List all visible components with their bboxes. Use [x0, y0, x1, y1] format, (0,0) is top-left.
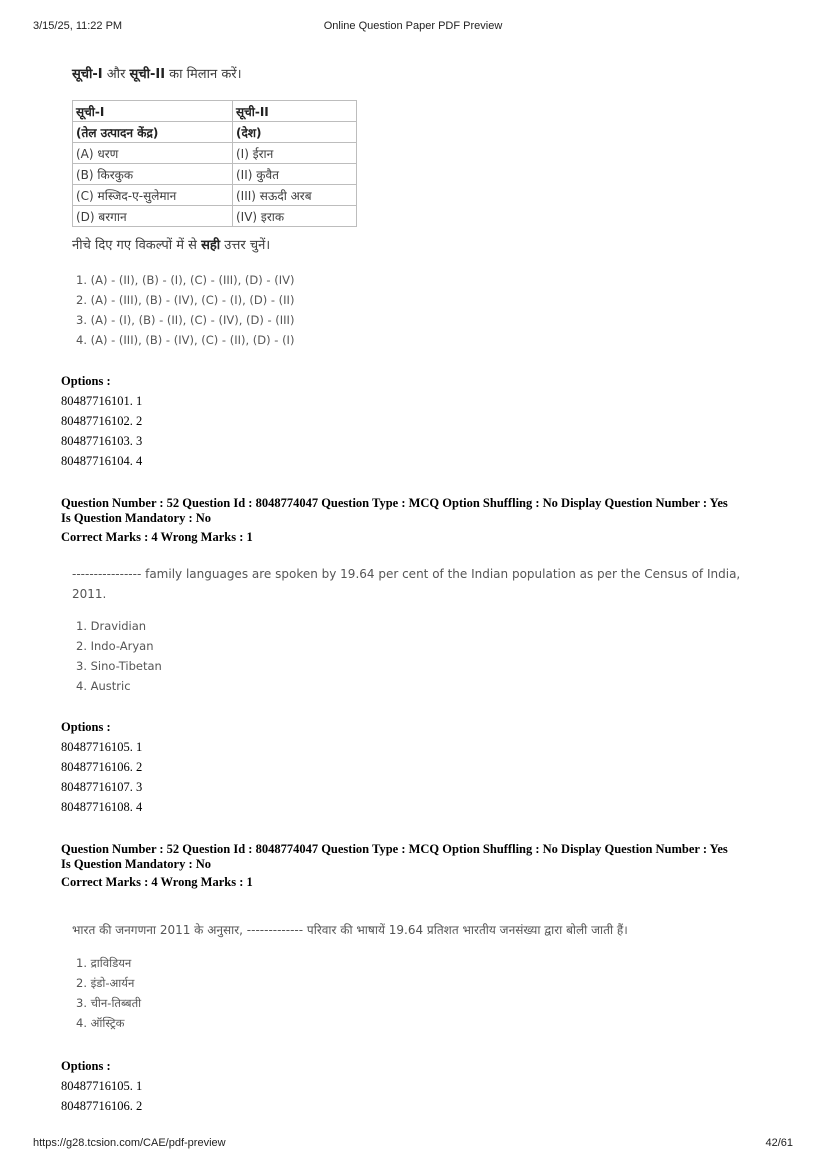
question-meta-line: Question Number : 52 Question Id : 8048774047 Question Type : MCQ Option Shuffling : No Display Question Number : Yes [61, 496, 728, 510]
table-row [73, 164, 357, 185]
instruction-bold: सही [201, 238, 221, 253]
options-label: Options : [61, 374, 111, 388]
choice-item: 3. Sino-Tibetan [76, 659, 162, 673]
print-title: Online Question Paper PDF Preview [323, 20, 503, 32]
match-table [72, 100, 357, 227]
choice-item: 2. इंडो-आर्यन [76, 976, 135, 990]
match-choice-list [76, 270, 294, 350]
question-text: भारत की जनगणना 2011 के अनुसार, ------------- परिवार की भाषायें 19.64 प्रतिशत भारतीय जनसंख्या द्वारा बोली जाती हैं। [72, 923, 628, 937]
table-cell: (III) सऊदी अरब [233, 185, 357, 206]
choice-item: 3. चीन-तिब्बती [76, 996, 142, 1010]
page-number: 42/61 [765, 1137, 793, 1149]
question-meta [61, 842, 781, 872]
print-header [33, 20, 793, 34]
prompt-list1: सूची-I [72, 67, 103, 82]
match-question-prompt [72, 66, 242, 84]
table-header-cell: सूची-II [233, 101, 357, 122]
option-item: 80487716101. 1 [61, 394, 143, 408]
option-item: 80487716105. 1 [61, 740, 143, 754]
prompt-list2: सूची-II [129, 67, 166, 82]
option-item: 80487716102. 2 [61, 414, 143, 428]
options-list [61, 391, 142, 471]
question-text [72, 564, 740, 604]
choice-item: 1. द्राविडियन [76, 956, 132, 970]
options-list [61, 737, 142, 817]
prompt-and: और [102, 67, 130, 82]
choice-item: 3. (A) - (I), (B) - (II), (C) - (IV), (D) - (III) [76, 313, 295, 327]
print-datetime: 3/15/25, 11:22 PM [33, 20, 123, 32]
choice-item: 2. Indo-Aryan [76, 639, 154, 653]
instruction-text-end: उत्तर चुनें। [220, 238, 271, 253]
question-mandatory: Is Question Mandatory : No [61, 511, 212, 525]
choice-item: 4. Austric [76, 679, 131, 693]
option-item: 80487716104. 4 [61, 454, 143, 468]
table-cell: (IV) इराक [233, 206, 357, 227]
print-footer [33, 1137, 793, 1151]
table-cell: (II) कुवैत [233, 164, 357, 185]
option-item: 80487716103. 3 [61, 434, 143, 448]
option-item: 80487716106. 2 [61, 760, 143, 774]
options-label: Options : [61, 720, 111, 734]
option-item: 80487716107. 3 [61, 780, 143, 794]
table-header-row [73, 101, 357, 122]
match-instruction [72, 237, 270, 255]
question-text-line: 2011. [72, 587, 107, 601]
question-meta [61, 496, 781, 526]
choice-item: 2. (A) - (III), (B) - (IV), (C) - (I), (D) - (II) [76, 293, 295, 307]
table-subheader-cell: (तेल उत्पादन केंद्र) [73, 122, 233, 143]
table-subheader-row [73, 122, 357, 143]
options-label: Options : [61, 1059, 111, 1073]
choice-item: 1. Dravidian [76, 619, 147, 633]
table-cell: (C) मस्जिद-ए-सुलेमान [73, 185, 233, 206]
question-text-line: ---------------- family languages are spoken by 19.64 per cent of the Indian population as per the Census of India, [72, 567, 741, 581]
prompt-match: का मिलान करें। [165, 67, 242, 82]
question-marks: Correct Marks : 4 Wrong Marks : 1 [61, 530, 253, 544]
option-item: 80487716108. 4 [61, 800, 143, 814]
table-cell: (A) धरण [73, 143, 233, 164]
table-header-cell: सूची-I [73, 101, 233, 122]
question-marks: Correct Marks : 4 Wrong Marks : 1 [61, 875, 253, 889]
choice-item: 4. ऑस्ट्रिक [76, 1016, 125, 1030]
question-mandatory: Is Question Mandatory : No [61, 857, 212, 871]
question-choice-list [76, 616, 162, 696]
table-row [73, 206, 357, 227]
option-item: 80487716106. 2 [61, 1099, 143, 1113]
choice-item: 4. (A) - (III), (B) - (IV), (C) - (II), (D) - (I) [76, 333, 295, 347]
choice-item: 1. (A) - (II), (B) - (I), (C) - (III), (D) - (IV) [76, 273, 295, 287]
table-cell: (D) बरगान [73, 206, 233, 227]
table-row [73, 143, 357, 164]
table-row [73, 185, 357, 206]
options-list [61, 1076, 142, 1116]
question-meta-line: Question Number : 52 Question Id : 8048774047 Question Type : MCQ Option Shuffling : No Display Question Number : Yes [61, 842, 728, 856]
print-url: https://g28.tcsion.com/CAE/pdf-preview [33, 1137, 226, 1149]
table-cell: (B) किरकुक [73, 164, 233, 185]
table-subheader-cell: (देश) [233, 122, 357, 143]
table-cell: (I) ईरान [233, 143, 357, 164]
question-choice-list [76, 953, 141, 1033]
instruction-text: नीचे दिए गए विकल्पों में से [72, 238, 202, 253]
option-item: 80487716105. 1 [61, 1079, 143, 1093]
